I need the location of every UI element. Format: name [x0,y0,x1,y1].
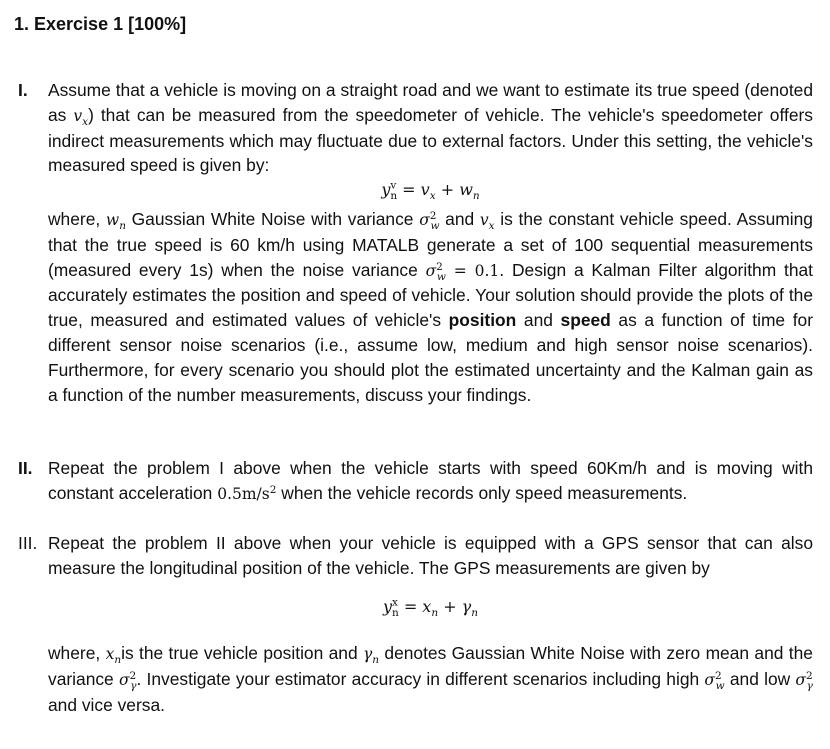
part-1-label: I. [18,80,28,100]
bold-position: position [448,310,517,331]
part-3-text: Repeat the problem II above when your vehicle is equipped with a GPS sensor that can also measure the longitudinal position of the vehicle. The GPS measurements are given by [48,533,813,578]
part-2-label: II. [18,458,33,478]
part-1-intro: Assume that a vehicle is moving on a straight road and we want to estimate its true speed (denoted as $v_x$) that can be measured from the speedometer of vehicle. The vehicle's speedometer offers indirect measurements which may fluctuate due to external factors. Under this setting, the vehicle's measured speed is given by: [48,80,813,176]
bold-speed: speed [560,310,611,331]
part-3 [18,531,813,718]
part-1 [18,78,813,407]
exercise-heading: 1. Exercise 1 [100%] [14,14,187,34]
part-3-detail: where, $x_nis$ the true vehicle position and $\gamma_n$ denotes Gaussian White Noise with zero mean and the variance $\sigma^2_\gamma$. Investigate your estimator accuracy in different scenarios including high $\sigma^2_w$ and low $\sigma^2_\gamma$ and vice versa. [48,643,813,715]
part-2-text: Repeat the problem I above when the vehicle starts with speed 60Km/h and is moving with constant acceleration $0.5m/s^2$ when the vehicle records only speed measurements. [48,458,813,503]
speed-measurement-equation: $y^v_n = v_x + w_n$ [381,179,480,203]
acceleration-value: $0.5m/s^2$ [217,483,277,503]
part-2 [18,456,813,507]
part-3-label: III. [18,533,38,553]
gps-measurement-equation: $y^x_n = x_n + \gamma_n$ [382,596,479,619]
part-1-task: where, $w_n$ Gaussian White Noise with variance $\sigma^2_w$ and $v_x$ is the constant vehicle speed. Assuming that the true speed is 60 km/h using MATALB generate a set of 100 sequential measurements (measured every 1s) when the noise variance $\sigma^2_w = 0.1$. Design a Kalman Filter algorithm that accurately estimates the position and speed of vehicle. Your solution should provide the plots of the true, measured and estimated values of vehicle's position and speed as a function of time for different sensor noise scenarios (i.e., assume low, medium and high sensor noise scenarios). Furthermore, for every scenario you should plot the estimated uncertainty and the Kalman gain as a function of the number measurements, discuss your findings. [48,208,814,405]
var-vx: $v_x$ [73,106,89,128]
